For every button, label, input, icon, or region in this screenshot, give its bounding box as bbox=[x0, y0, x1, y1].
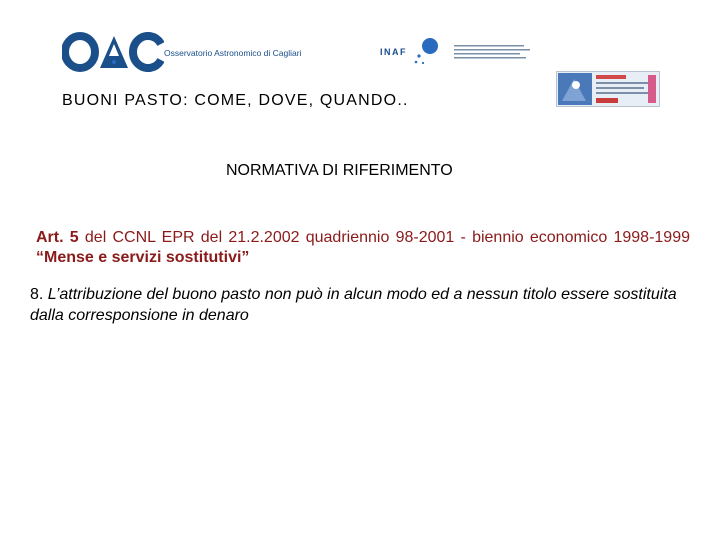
article-label: Art. 5 bbox=[36, 229, 79, 246]
paragraph-number: 8. bbox=[30, 286, 48, 303]
norm-paragraph bbox=[30, 284, 692, 326]
oac-logo bbox=[62, 32, 302, 72]
paragraph-text: L’attribuzione del buono pasto non può in alcun modo ed a nessun titolo essere sostituita dalla corresponsione in denaro bbox=[30, 286, 677, 324]
oac-subtitle: Osservatorio Astronomico di Cagliari bbox=[164, 48, 302, 58]
oac-logo-icon bbox=[62, 32, 164, 72]
page-title: BUONI PASTO: COME, DOVE, QUANDO.. bbox=[62, 92, 409, 109]
article-text: del CCNL EPR del 21.2.2002 quadriennio 98-2001 - biennio economico 1998-1999 bbox=[78, 229, 690, 246]
inaf-mark-icon bbox=[414, 36, 440, 66]
inaf-label: INAF bbox=[380, 47, 407, 57]
inaf-logo bbox=[380, 38, 540, 68]
inaf-text-lines-icon bbox=[454, 44, 534, 62]
section-title: NORMATIVA DI RIFERIMENTO bbox=[226, 162, 453, 179]
article-title: “Mense e servizi sostitutivi” bbox=[36, 249, 250, 266]
meal-ticket-image bbox=[556, 71, 660, 107]
article-reference bbox=[36, 228, 690, 268]
